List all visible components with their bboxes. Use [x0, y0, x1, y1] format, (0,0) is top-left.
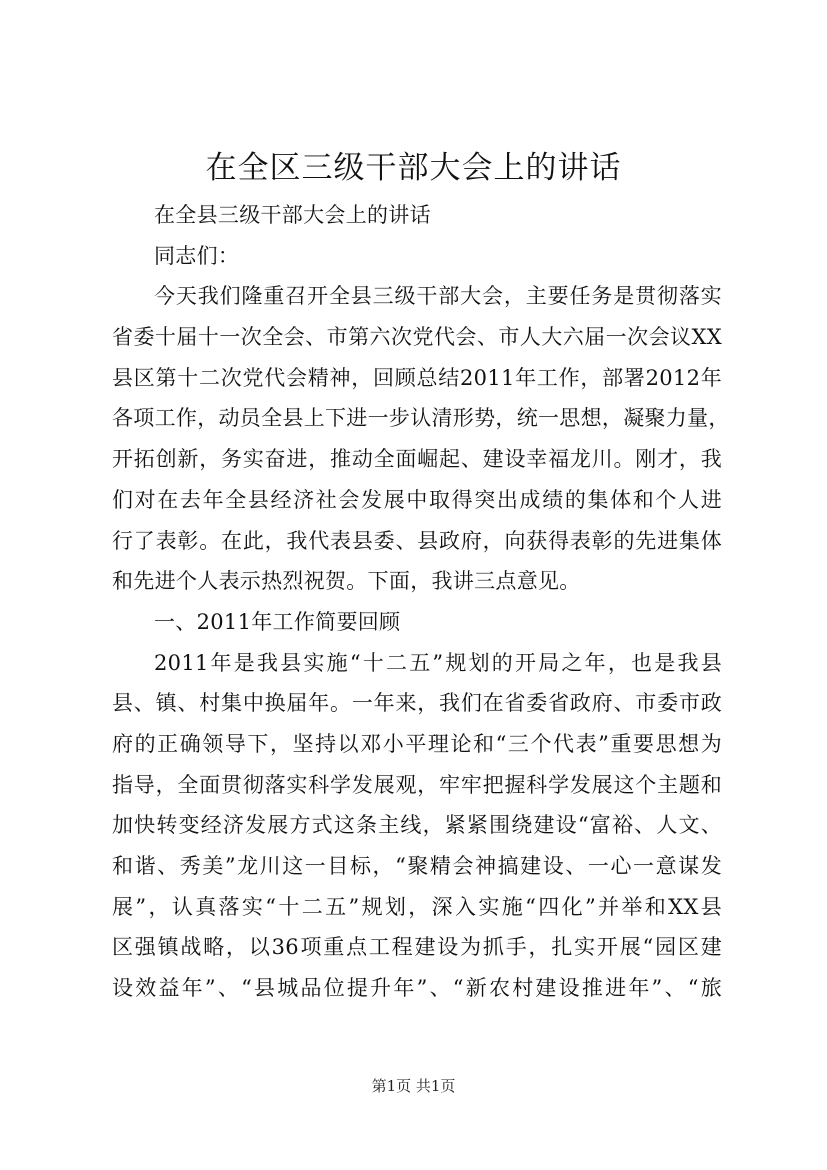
paragraph-line: 设效益年”、“县城品位提升年”、“新农村建设推进年”、“旅	[112, 976, 722, 1001]
salutation-line: 同志们：	[154, 243, 240, 268]
page-footer: 第1页 共1页	[371, 1077, 456, 1095]
paragraph-line: 们对在去年全县经济社会发展中取得突出成绩的集体和个人进	[112, 487, 722, 512]
paragraph-line: 区强镇战略，以36项重点工程建设为抓手，扎实开展“园区建	[112, 935, 722, 960]
paragraph-line: 今天我们隆重召开全县三级干部大会，主要任务是贯彻落实	[154, 284, 722, 309]
paragraph-line: 和先进个人表示热烈祝贺。下面，我讲三点意见。	[112, 569, 581, 594]
document-title: 在全区三级干部大会上的讲话	[205, 150, 622, 186]
paragraph-line: 加快转变经济发展方式这条主线，紧紧围绕建设“富裕、人文、	[112, 813, 722, 838]
paragraph-line: 县、镇、村集中换届年。一年来，我们在省委省政府、市委市政	[112, 691, 722, 716]
subtitle-line: 在全县三级干部大会上的讲话	[154, 203, 431, 227]
paragraph-line: 2011年是我县实施“十二五”规划的开局之年，也是我县	[154, 650, 722, 675]
paragraph-line: 开拓创新，务实奋进，推动全面崛起、建设幸福龙川。刚才，我	[112, 447, 722, 472]
document-body	[112, 195, 730, 1009]
paragraph-line: 行了表彰。在此，我代表县委、县政府，向获得表彰的先进集体	[112, 528, 722, 553]
paragraph-line: 展”，认真落实“十二五”规划，深入实施“四化”并举和XX县	[112, 894, 722, 919]
paragraph-line: 指导，全面贯彻落实科学发展观，牢牢把握科学发展这个主题和	[112, 772, 722, 797]
section-heading: 一、2011年工作简要回顾	[154, 609, 401, 634]
paragraph-line: 各项工作，动员全县上下进一步认清形势，统一思想，凝聚力量，	[112, 406, 730, 431]
paragraph-line: 和谐、秀美”龙川这一目标，“聚精会神搞建设、一心一意谋发	[112, 854, 722, 878]
paragraph-line: 县区第十二次党代会精神，回顾总结2011年工作，部署2012年	[112, 365, 722, 390]
paragraph-line: 省委十届十一次全会、市第六次党代会、市人大六届一次会议XX	[112, 325, 722, 350]
paragraph-line: 府的正确领导下，坚持以邓小平理论和“三个代表”重要思想为	[112, 731, 722, 756]
